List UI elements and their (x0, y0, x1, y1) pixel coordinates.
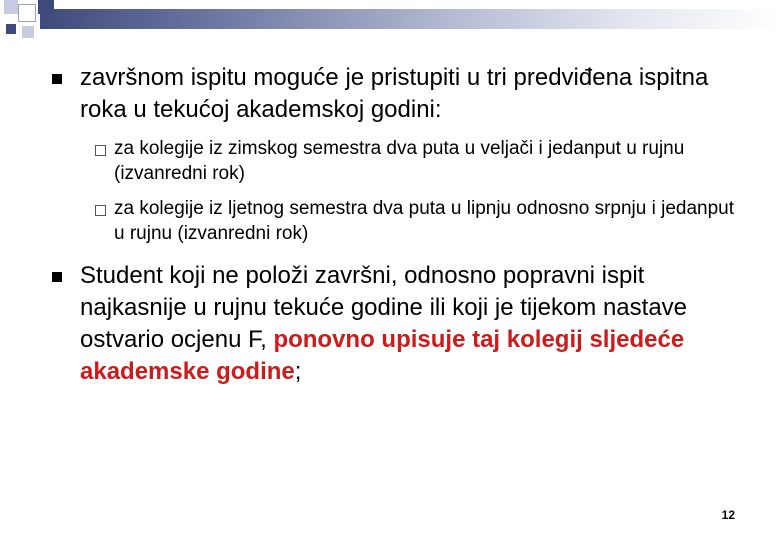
header-square (38, 0, 54, 14)
sub-bullet-text: za kolegije iz zimskog semestra dva puta u veljači i jedanput u rujnu (izvanredni rok) (114, 138, 685, 184)
bullet-text-highlight: ponovno upisuje taj kolegij sljedeće akademske godine (80, 326, 685, 385)
bullet-text-plain: Student koji ne položi završni, odnosno popravni ispit najkasnije u rujnu tekuće godine ili koji je tijekom nastave ostvario ocjenu F, (80, 262, 688, 353)
header-decoration (0, 0, 780, 50)
sub-bullet-icon (95, 205, 106, 216)
header-square (6, 24, 16, 34)
page-number: 12 (721, 508, 735, 522)
header-square (22, 26, 34, 38)
bullet-text: završnom ispitu moguće je pristupiti u tri predviđena ispitna roka u tekućoj akademskoj godini: (80, 64, 709, 123)
sub-bullet-icon (95, 145, 106, 156)
header-square (4, 0, 18, 14)
bullet-text-end: ; (294, 358, 302, 385)
main-bullet-icon (52, 272, 62, 282)
bullet-text (80, 260, 745, 388)
sub-bullet-text: za kolegije iz ljetnog semestra dva puta u lipnju odnosno srpnju i jedanput u rujnu (izvanredni rok) (114, 198, 735, 244)
header-square (18, 4, 36, 22)
header-gradient-bar (40, 9, 780, 29)
main-bullet-icon (52, 74, 62, 84)
